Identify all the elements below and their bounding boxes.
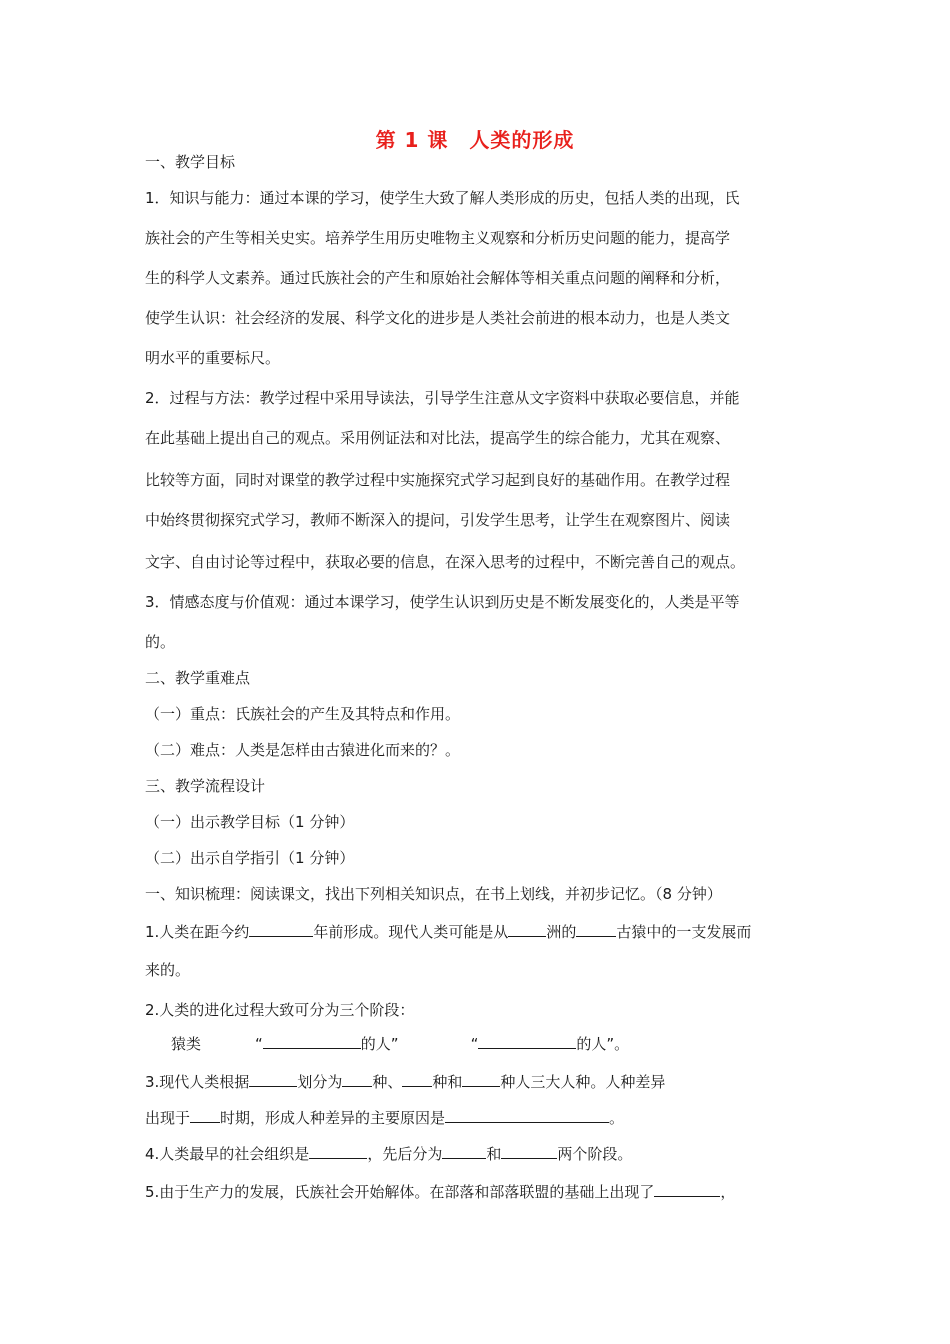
answer-blank[interactable]	[249, 1070, 297, 1087]
paragraph-line: 3．情感态度与价值观：通过本课学习，使学生认识到历史是不断发展变化的，人类是平等	[145, 593, 740, 611]
question-text: “	[470, 1035, 479, 1053]
flow-line: 一、知识梳理：阅读课文，找出下列相关知识点，在书上划线，并初步记忆。（8 分钟）	[145, 885, 722, 903]
keypoint-line: （二）难点：人类是怎样由古猿进化而来的？。	[145, 741, 461, 759]
question-text: 古猿中的一支发展而	[616, 923, 752, 941]
question-text: 。	[609, 1109, 625, 1127]
question-2-stages	[145, 1032, 810, 1054]
stage-ape: 猿类	[171, 1035, 202, 1053]
question-text: 出现于	[145, 1109, 191, 1127]
answer-blank[interactable]	[309, 1142, 367, 1159]
answer-blank[interactable]	[402, 1070, 432, 1087]
question-text: ，先后分为	[367, 1145, 443, 1163]
answer-blank[interactable]	[342, 1070, 372, 1087]
paragraph-line: 在此基础上提出自己的观点。采用例证法和对比法，提高学生的综合能力，尤其在观察、	[145, 429, 731, 447]
question-text: 1.人类在距今约	[145, 923, 250, 941]
paragraph-line: 文字、自由讨论等过程中，获取必要的信息，在深入思考的过程中，不断完善自己的观点。	[145, 553, 746, 571]
question-text: 的人”。	[576, 1035, 630, 1053]
paragraph-line: 2．过程与方法：教学过程中采用导读法，引导学生注意从文字资料中获取必要信息，并能	[145, 389, 740, 407]
question-text: 种、	[372, 1073, 403, 1091]
answer-blank[interactable]	[445, 1106, 609, 1123]
flow-line: （二）出示自学指引（1 分钟）	[145, 849, 355, 867]
answer-blank[interactable]	[654, 1180, 720, 1197]
question-text: 和	[486, 1145, 502, 1163]
question-text: 年前形成。现代人类可能是从	[313, 923, 509, 941]
keypoint-line: （一）重点：氏族社会的产生及其特点和作用。	[145, 705, 461, 723]
answer-blank[interactable]	[442, 1142, 486, 1159]
question-2: 2.人类的进化过程大致可分为三个阶段：	[145, 1001, 415, 1019]
question-text: 洲的	[546, 923, 577, 941]
question-text: 两个阶段。	[557, 1145, 633, 1163]
question-text: 划分为	[297, 1073, 343, 1091]
paragraph-line: 使学生认识：社会经济的发展、科学文化的进步是人类社会前进的根本动力，也是人类文	[145, 309, 731, 327]
question-text: 的人”	[360, 1035, 399, 1053]
question-3-cont	[145, 1106, 810, 1128]
section-heading: 二、教学重难点	[145, 669, 251, 687]
paragraph-line: 明水平的重要标尺。	[145, 349, 281, 367]
question-5	[145, 1180, 810, 1202]
answer-blank[interactable]	[576, 920, 616, 937]
section-heading: 三、教学流程设计	[145, 777, 266, 795]
question-1	[145, 920, 810, 942]
question-text: 3.现代人类根据	[145, 1073, 250, 1091]
question-text: “	[255, 1035, 263, 1053]
answer-blank[interactable]	[190, 1106, 220, 1123]
answer-blank[interactable]	[478, 1032, 576, 1049]
question-text: 种人三大人种。人种差异	[500, 1073, 666, 1091]
answer-blank[interactable]	[263, 1032, 361, 1049]
flow-line: （一）出示教学目标（1 分钟）	[145, 813, 355, 831]
answer-blank[interactable]	[249, 920, 313, 937]
paragraph-line: 生的科学人文素养。通过氏族社会的产生和原始社会解体等相关重点问题的阐释和分析，	[145, 269, 731, 287]
question-4	[145, 1142, 810, 1164]
question-text: 4.人类最早的社会组织是	[145, 1145, 310, 1163]
question-3	[145, 1070, 810, 1092]
page-title: 第 1 课 人类的形成	[375, 128, 575, 152]
question-text: 种和	[432, 1073, 463, 1091]
question-1-cont: 来的。	[145, 961, 191, 979]
answer-blank[interactable]	[462, 1070, 500, 1087]
paragraph-line: 的。	[145, 633, 176, 651]
section-heading: 一、教学目标	[145, 153, 236, 171]
paragraph-line: 族社会的产生等相关史实。培养学生用历史唯物主义观察和分析历史问题的能力，提高学	[145, 229, 731, 247]
paragraph-line: 中始终贯彻探究式学习，教师不断深入的提问，引发学生思考，让学生在观察图片、阅读	[145, 511, 731, 529]
question-text: 5.由于生产力的发展，氏族社会开始解体。在部落和部落联盟的基础上出现了	[145, 1183, 655, 1201]
paragraph-line: 1．知识与能力：通过本课的学习，使学生大致了解人类形成的历史，包括人类的出现，氏	[145, 189, 740, 207]
question-text: 时期，形成人种差异的主要原因是	[220, 1109, 446, 1127]
answer-blank[interactable]	[501, 1142, 557, 1159]
answer-blank[interactable]	[508, 920, 546, 937]
paragraph-line: 比较等方面，同时对课堂的教学过程中实施探究式学习起到良好的基础作用。在教学过程	[145, 471, 731, 489]
question-text: ，	[720, 1183, 736, 1201]
